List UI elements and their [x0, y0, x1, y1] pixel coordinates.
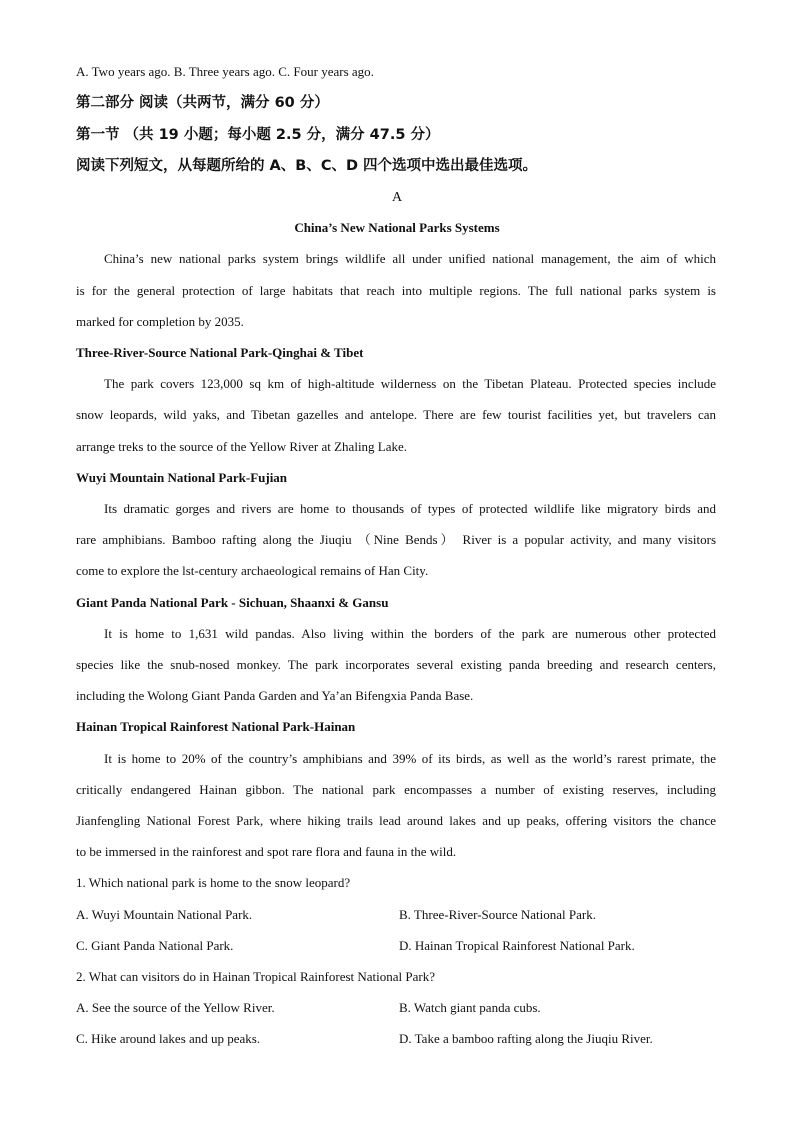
question-1-stem: 1. Which national park is home to the snow leopard? [76, 875, 351, 890]
passage-title: China’s New National Parks Systems [294, 220, 500, 235]
park-3-line-2: species like the snub-nosed monkey. The park incorporates several existing panda breeding and research centers, [76, 657, 716, 672]
question-1-option-c: C. Giant Panda National Park. [76, 938, 234, 953]
section-title: 第一节 （共 19 小题；每小题 2.5 分，满分 47.5 分） [76, 127, 440, 143]
park-4-line-3: Jianfengling National Forest Park, where hiking trails lead around lakes and up peaks, offering visitors the chance [76, 813, 716, 828]
park-3-line-3: including the Wolong Giant Panda Garden and Ya’an Bifengxia Panda Base. [76, 688, 474, 703]
intro-line-2: is for the general protection of large habitats that reach into multiple regions. The full national parks system is [76, 283, 716, 298]
park-2-line-2: rare amphibians. Bamboo rafting along the Jiuqiu （Nine Bends） River is a popular activity, and many visitors [76, 532, 716, 547]
park-1-line-1: The park covers 123,000 sq km of high-altitude wilderness on the Tibetan Plateau. Protected species include [104, 376, 716, 391]
instructions: 阅读下列短文，从每题所给的 A、B、C、D 四个选项中选出最佳选项。 [76, 158, 538, 174]
park-heading-wuyi: Wuyi Mountain National Park-Fujian [76, 470, 288, 485]
park-4-line-4: to be immersed in the rainforest and spot rare flora and fauna in the wild. [76, 844, 457, 859]
part-title: 第二部分 阅读（共两节，满分 60 分） [76, 95, 329, 111]
park-heading-hainan: Hainan Tropical Rainforest National Park-Hainan [76, 719, 356, 734]
park-2-line-3: come to explore the lst-century archaeological remains of Han City. [76, 563, 429, 578]
park-4-line-1: It is home to 20% of the country’s amphibians and 39% of its birds, as well as the world’s rarest primate, the [104, 751, 716, 766]
park-heading-giant-panda: Giant Panda National Park - Sichuan, Shaanxi & Gansu [76, 595, 389, 610]
question-2-stem: 2. What can visitors do in Hainan Tropical Rainforest National Park? [76, 969, 435, 984]
park-3-line-1: It is home to 1,631 wild pandas. Also living within the borders of the park are numerous other protected [104, 626, 716, 641]
park-1-line-3: arrange treks to the source of the Yellow River at Zhaling Lake. [76, 439, 408, 454]
question-2-option-d: D. Take a bamboo rafting along the Jiuqiu River. [399, 1031, 653, 1046]
park-4-line-2: critically endangered Hainan gibbon. The national park encompasses a number of existing reserves, including [76, 782, 716, 797]
question-2-option-a: A. See the source of the Yellow River. [76, 1000, 275, 1015]
question-1-option-a: A. Wuyi Mountain National Park. [76, 907, 253, 922]
intro-line-1: China’s new national parks system brings wildlife all under unified national management, the aim of which [104, 251, 716, 266]
intro-line-3: marked for completion by 2035. [76, 314, 244, 329]
park-2-line-1: Its dramatic gorges and rivers are home to thousands of types of protected wildlife like migratory birds and [104, 501, 716, 516]
question-2-option-b: B. Watch giant panda cubs. [399, 1000, 541, 1015]
park-heading-three-river: Three-River-Source National Park-Qinghai & Tibet [76, 345, 364, 360]
question-2-option-c: C. Hike around lakes and up peaks. [76, 1031, 261, 1046]
park-1-line-2: snow leopards, wild yaks, and Tibetan gazelles and antelope. There are few tourist facilities yet, but travelers can [76, 407, 716, 422]
listening-options-line: A. Two years ago. B. Three years ago. C. Four years ago. [76, 64, 374, 79]
question-1-option-b: B. Three-River-Source National Park. [399, 907, 596, 922]
passage-label: A [391, 190, 403, 205]
question-1-option-d: D. Hainan Tropical Rainforest National Park. [399, 938, 635, 953]
